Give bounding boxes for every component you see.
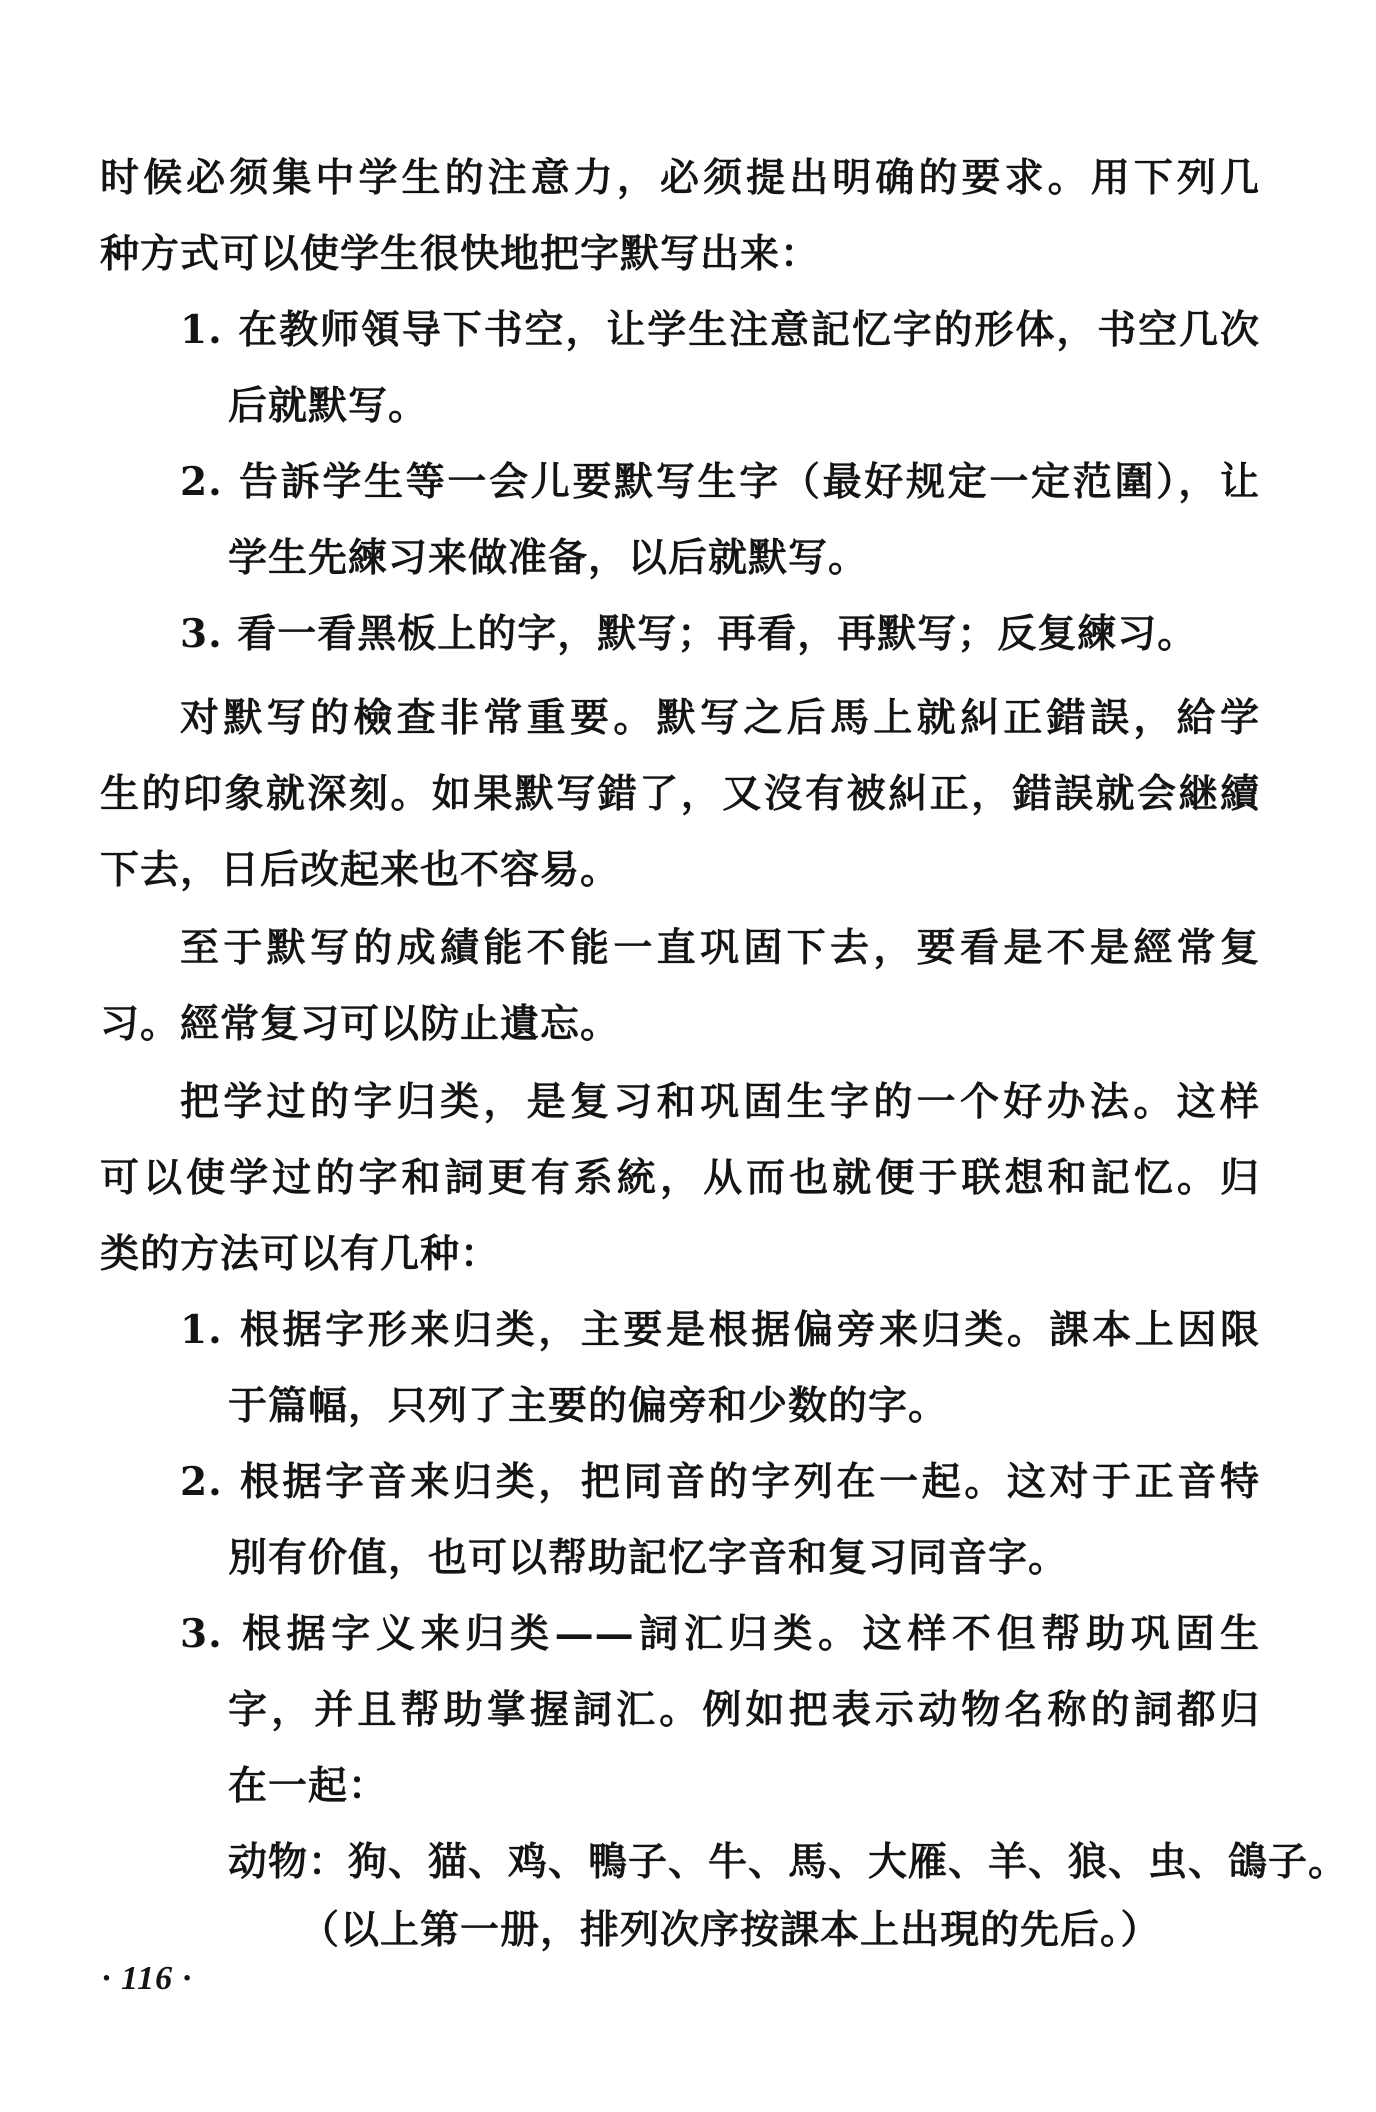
list-item-line: 2. 根据字音来归类，把同音的字列在一起。这对于正音特 xyxy=(180,1459,1260,1505)
paragraph-line: 下去，日后改起来也不容易。 xyxy=(100,847,621,893)
paragraph-line: 至于默写的成績能不能一直巩固下去，要看是不是經常复 xyxy=(180,925,1260,971)
list-item-line: 后就默写。 xyxy=(228,383,429,429)
list-item-line: 2. 告訴学生等一会儿要默写生字（最好规定一定范圍），让 xyxy=(180,459,1260,505)
page-number: · 116 · xyxy=(102,1960,193,1997)
list-item-line: 1. 根据字形来归类，主要是根据偏旁来归类。課本上因限 xyxy=(180,1307,1260,1353)
list-item-line: 字，并且帮助掌握詞汇。例如把表示动物名称的詞都归 xyxy=(228,1687,1260,1733)
list-item-line: 3. 看一看黑板上的字，默写；再看，再默写；反复練习。 xyxy=(180,611,1198,657)
list-item-line: 在一起： xyxy=(228,1763,389,1809)
list-item-line: 1. 在教师領导下书空，让学生注意記忆字的形体，书空几次 xyxy=(180,307,1260,353)
example-line: 动物：狗、猫、鸡、鴨子、牛、馬、大雁、羊、狼、虫、鴿子。 xyxy=(228,1839,1349,1885)
paragraph-line: 把学过的字归类，是复习和巩固生字的一个好办法。这样 xyxy=(180,1079,1260,1125)
paragraph-line: 类的方法可以有几种： xyxy=(100,1231,501,1277)
paragraph-line: 可以使学过的字和詞更有系統，从而也就便于联想和記忆。归 xyxy=(100,1155,1260,1201)
list-item-line: 于篇幅，只列了主要的偏旁和少数的字。 xyxy=(228,1383,949,1429)
list-item-line: 別有价值，也可以帮助記忆字音和复习同音字。 xyxy=(228,1535,1069,1581)
paragraph-line: 对默写的檢查非常重要。默写之后馬上就糾正錯誤，給学 xyxy=(180,695,1260,741)
note-line: （以上第一册，排列次序按課本上出現的先后。） xyxy=(300,1907,1161,1953)
list-item-line: 学生先練习来做准备，以后就默写。 xyxy=(228,535,869,581)
paragraph-line: 种方式可以使学生很快地把字默写出来： xyxy=(100,231,821,277)
paragraph-line: 习。經常复习可以防止遺忘。 xyxy=(100,1001,621,1047)
paragraph-line: 生的印象就深刻。如果默写錯了，又沒有被糾正，錯誤就会継續 xyxy=(100,771,1260,817)
list-item-line: 3. 根据字义来归类——詞汇归类。这样不但帮助巩固生 xyxy=(180,1611,1260,1657)
paragraph-line: 时候必须集中学生的注意力，必须提出明确的要求。用下列几 xyxy=(100,155,1260,201)
